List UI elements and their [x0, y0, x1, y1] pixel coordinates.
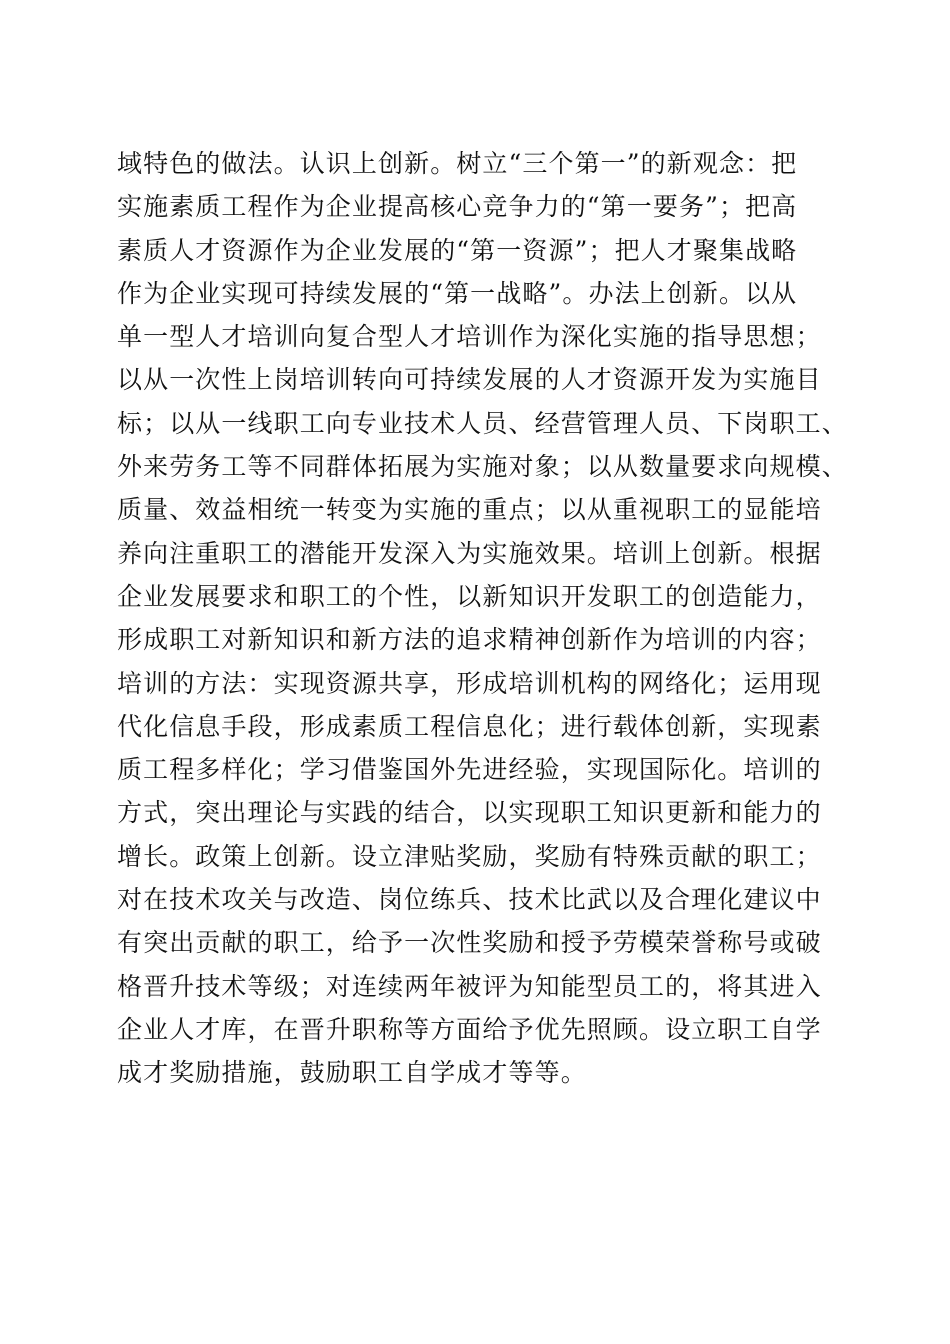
text-line: 作为企业实现可持续发展的“第一战略”。办法上创新。以从: [117, 278, 798, 308]
text-line: 标；以从一线职工向专业技术人员、经营管理人员、下岗职工、: [117, 408, 848, 438]
body-paragraph: [117, 142, 877, 1095]
text-line: 域特色的做法。认识上创新。树立“三个第一”的新观念：把: [117, 149, 798, 178]
text-line: 代化信息手段，形成素质工程信息化；进行载体创新，实现素: [117, 711, 822, 741]
text-line: 质工程多样化；学习借鉴国外先进经验，实现国际化。培训的: [117, 755, 822, 785]
text-line: 方式，突出理论与实践的结合，以实现职工知识更新和能力的: [117, 798, 822, 828]
text-line: 养向注重职工的潜能开发深入为实施效果。培训上创新。根据: [117, 538, 822, 568]
text-line: 有突出贡献的职工，给予一次性奖励和授予劳模荣誉称号或破: [117, 928, 822, 958]
text-line: 质量、效益相统一转变为实施的重点；以从重视职工的显能培: [117, 495, 822, 525]
text-line: 实施素质工程作为企业提高核心竞争力的“第一要务”；把高: [117, 192, 798, 222]
text-line: 对在技术攻关与改造、岗位练兵、技术比武以及合理化建议中: [117, 885, 822, 915]
text-line: 单一型人才培训向复合型人才培训作为深化实施的指导思想；: [117, 322, 822, 352]
text-line: 企业发展要求和职工的个性，以新知识开发职工的创造能力，: [117, 581, 822, 611]
text-line: 素质人才资源作为企业发展的“第一资源”；把人才聚集战略: [117, 235, 798, 265]
text-line: 企业人才库，在晋升职称等方面给予优先照顾。设立职工自学: [117, 1014, 822, 1044]
text-line: 格晋升技术等级；对连续两年被评为知能型员工的，将其进入: [117, 971, 822, 1001]
text-line: 增长。政策上创新。设立津贴奖励，奖励有特殊贡献的职工；: [117, 841, 822, 871]
text-line: 外来劳务工等不同群体拓展为实施对象；以从数量要求向规模、: [117, 452, 848, 482]
text-line: 成才奖励措施，鼓励职工自学成才等等。: [117, 1058, 587, 1088]
text-line: 形成职工对新知识和新方法的追求精神创新作为培训的内容；: [117, 625, 822, 655]
text-line: 以从一次性上岗培训转向可持续发展的人才资源开发为实施目: [117, 365, 822, 395]
text-line: 培训的方法：实现资源共享，形成培训机构的网络化；运用现: [117, 668, 822, 698]
